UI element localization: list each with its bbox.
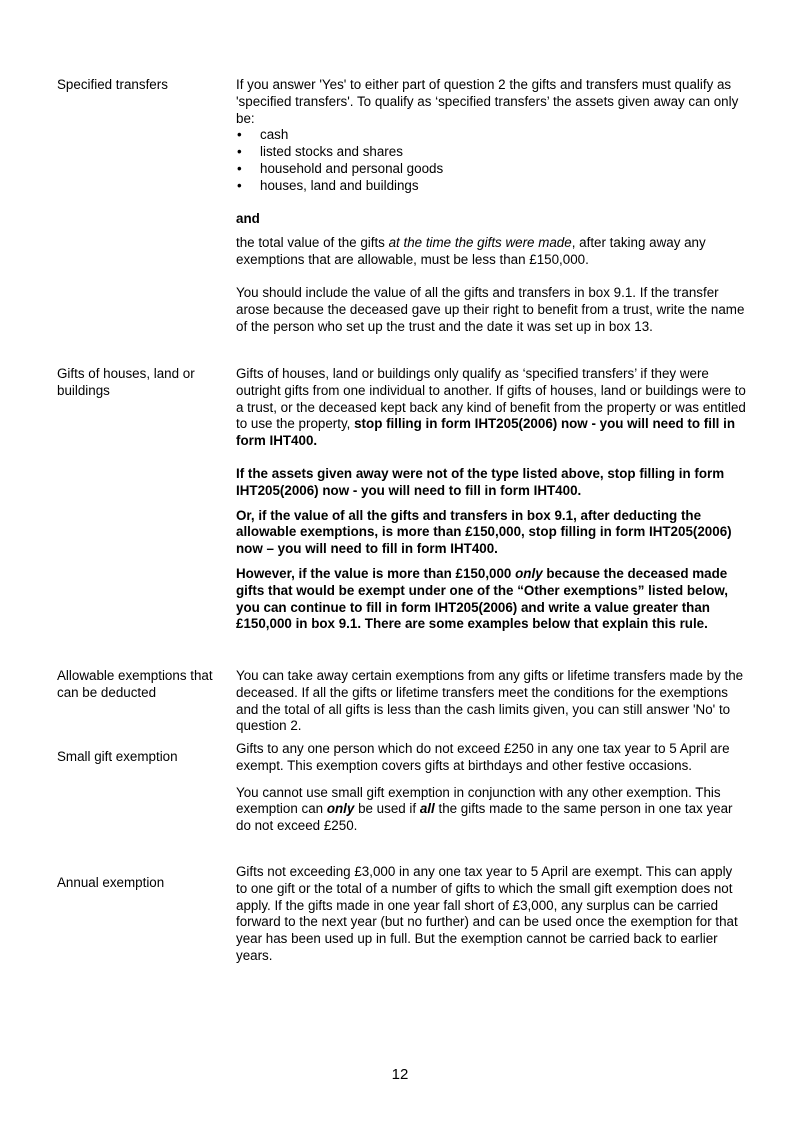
bold-italic-run: only <box>326 801 355 817</box>
bold-run: stop filling in form IHT205(2006) now - you will need to fill in form IHT400. <box>236 416 736 449</box>
text-run: the gifts made to the same person in one tax year do not exceed £250. <box>236 801 733 834</box>
asset-type-list <box>236 127 746 194</box>
text-run: , after taking away any exemptions that are allowable, must be less than £150,000. <box>236 235 706 268</box>
label-annual-exemption: Annual exemption <box>57 875 165 890</box>
over-limit-paragraph: Or, if the value of all the gifts and transfers in box 9.1, after deducting the allowable exemptions, is more than £150,000, stop filling in form IHT205(2006) now – you will need to fill in form IHT400. <box>236 507 732 557</box>
small-gift-text <box>236 741 746 835</box>
list-item: • household and personal goods <box>236 161 746 178</box>
houses-paragraph <box>236 366 746 450</box>
annual-exemption-text: Gifts not exceeding £3,000 in any one tax year to 5 April are exempt. This can apply to one gift or the total of a number of gifts to which the small gift exemption does not apply. If the gifts made in one year fall short of £3,000, any surplus can be carried forward to the next year (but no further) and can be used once the exemption for that year has been used up in full. But the exemption cannot be carried back to earlier years. <box>236 864 738 963</box>
specified-transfers-intro: If you answer 'Yes' to either part of question 2 the gifts and transfers must qualify as 'specified transfers'. To qualify as ‘specified transfers’ the assets given away can only be: <box>236 77 739 126</box>
bold-italic-run: all <box>419 801 435 817</box>
label-specified-transfers: Specified transfers <box>57 77 168 92</box>
list-item: • houses, land and buildings <box>236 178 746 195</box>
list-item: • listed stocks and shares <box>236 144 746 161</box>
small-gift-conjunction-paragraph <box>236 785 746 835</box>
text-run: because the deceased made gifts that would be exempt under one of the “Other exemptions” listed below, you can continue to fill in form IHT205(2006) and write a value greater than £150,000 in box 9.1. There are some examples below that explain this rule. <box>236 565 729 632</box>
text-run: Gifts of houses, land or buildings only qualify as ‘specified transfers’ if they were outright gifts from one individual to another. If gifts of houses, land or buildings were to a trust, or the deceased kept back any kind of benefit from the property or was entitled to use the property, <box>236 366 746 432</box>
italic-run: at the time the gifts were made <box>388 235 572 251</box>
page-number: 12 <box>391 1066 409 1083</box>
text-run: the total value of the gifts <box>236 235 389 251</box>
italic-run: only <box>515 565 543 581</box>
label-allowable-exemptions: Allowable exemptions that can be deducted <box>57 668 213 700</box>
text-run: be used if <box>354 801 420 817</box>
other-exemptions-paragraph <box>236 566 746 633</box>
total-value-paragraph <box>236 235 746 269</box>
not-listed-assets-paragraph: If the assets given away were not of the type listed above, stop filling in form IHT205(2006) now - you will need to fill in form IHT400. <box>236 465 725 498</box>
text-run: However, if the value is more than £150,000 <box>236 565 516 581</box>
text-run: You cannot use small gift exemption in conjunction with any other exemption. This exemption can <box>236 784 721 817</box>
small-gift-paragraph: Gifts to any one person which do not exceed £250 in any one tax year to 5 April are exempt. This exemption covers gifts at birthdays and other festive occasions. <box>236 741 730 773</box>
gifts-of-houses-text <box>236 366 746 633</box>
label-small-gift-exemption: Small gift exemption <box>57 749 178 764</box>
label-gifts-of-houses: Gifts of houses, land or buildings <box>57 366 195 398</box>
and-word: and <box>236 210 260 226</box>
box-9-1-paragraph: You should include the value of all the gifts and transfers in box 9.1. If the transfer arose because the deceased gave up their right to benefit from a trust, write the name of the person who set up the trust and the date it was set up in box 13. <box>236 284 745 334</box>
list-item: • cash <box>236 127 746 144</box>
specified-transfers-text <box>236 77 746 335</box>
allowable-exemptions-text: You can take away certain exemptions from any gifts or lifetime transfers made by the deceased. If all the gifts or lifetime transfers meet the conditions for the exemptions and the total of all gifts is less than the cash limits given, you can still answer 'No' to question 2. <box>236 668 744 734</box>
